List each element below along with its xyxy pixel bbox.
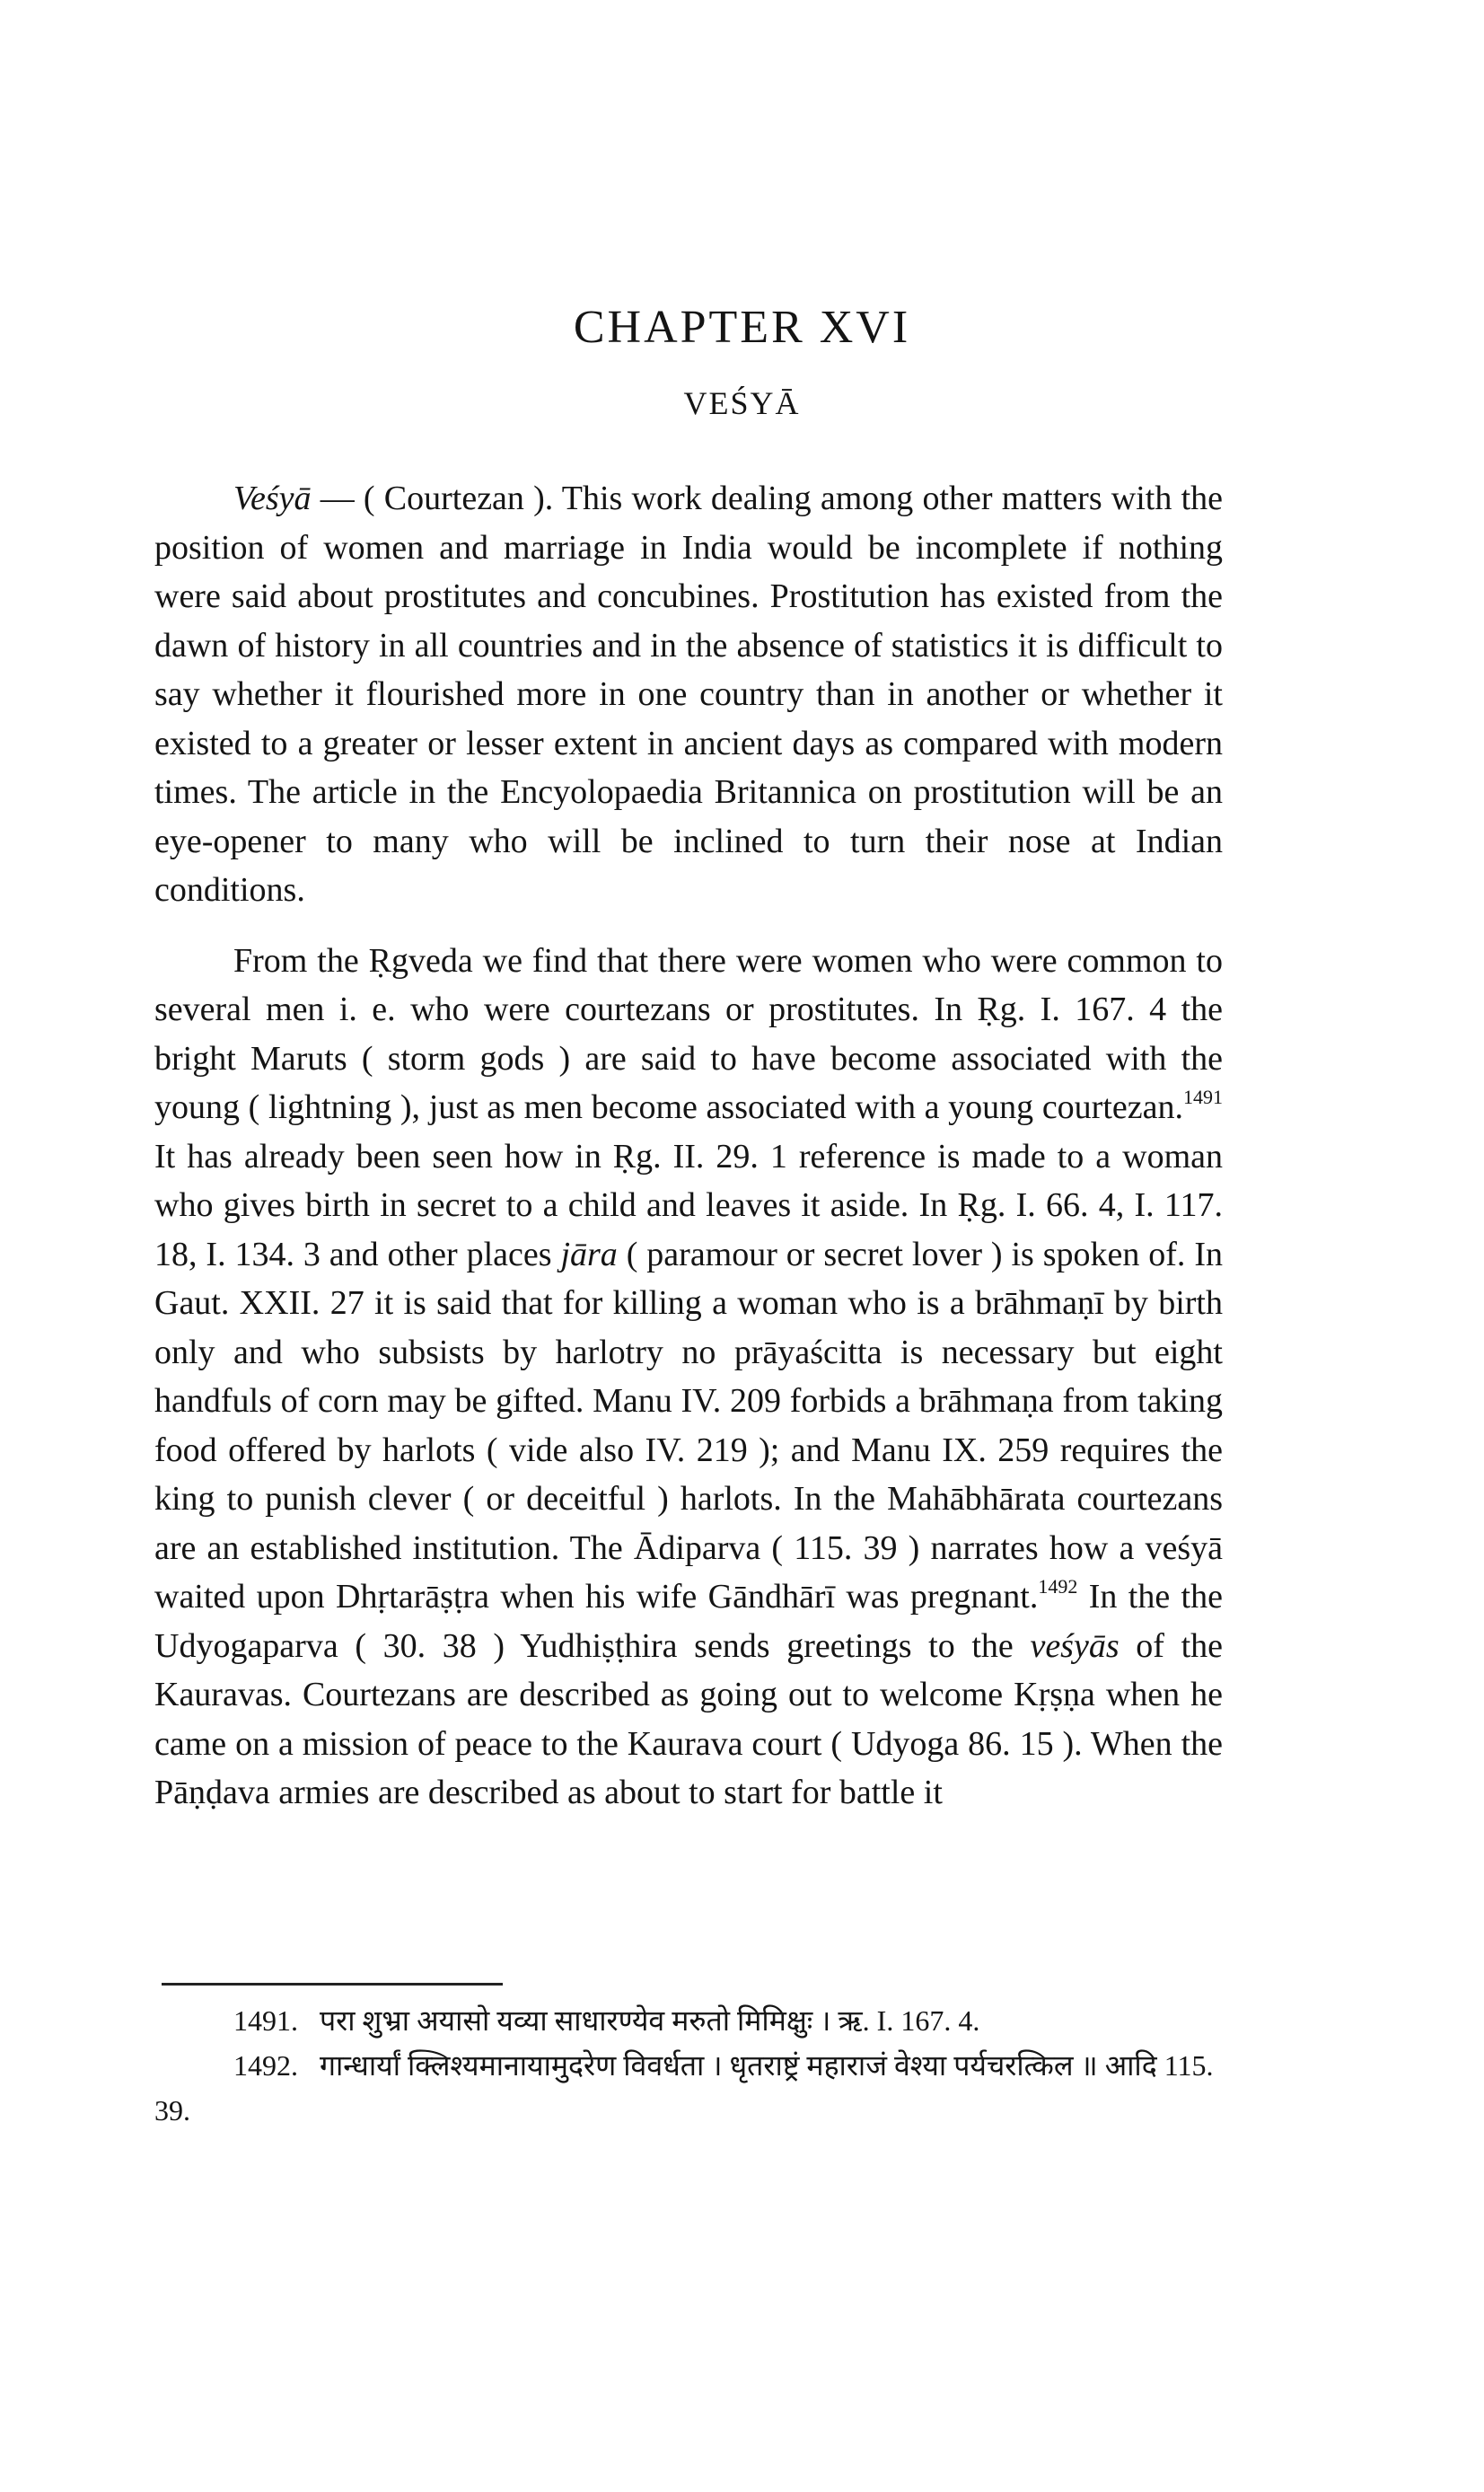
chapter-subtitle: VEŚYĀ — [683, 385, 801, 421]
footnote-ref-1492: 1492 — [1038, 1575, 1078, 1598]
footnote-text: परा शुभ्रा अयासो यव्या साधारण्येव मरुतो मिमिक्षुः । ऋ. I. 167. 4. — [320, 2004, 980, 2037]
paragraph-2-part-2: It has already been seen how in Ṛg. II. 29. 1 reference is made to a woman who gives birth in secret to a child and leaves it aside. In Ṛg. I. 66. 4, I. 117. 18, I. 134. 3 and other places — [154, 1137, 1223, 1273]
paragraph-2 — [154, 937, 1223, 1818]
term-jara: jāra — [560, 1235, 618, 1273]
footnote-divider — [162, 1983, 503, 1986]
chapter-body — [154, 474, 1223, 1818]
footnote-ref-1491: 1491 — [1183, 1086, 1223, 1108]
footnotes — [154, 1998, 1223, 2133]
chapter-title: CHAPTER XVI — [573, 302, 911, 353]
footnote-1492 — [154, 2043, 1223, 2133]
paragraph-2-part-4: In the the Udyogaparva ( 30. 38 ) Yudhiṣṭhira sends greetings to the — [154, 1578, 1223, 1665]
footnote-text: गान्धार्यां क्लिश्यमानायामुदरेण विवर्धता । धृतराष्ट्रं महाराजं वेश्या पर्यचरत्किल ॥ आदि 115. 39. — [154, 2049, 1214, 2127]
footnote-number: 1491. — [233, 2004, 298, 2037]
paragraph-1-text: — ( Courtezan ). This work dealing among other matters with the position of women and marriage in India would be incomplete if nothing were said about prostitutes and concubines. Prostitution has existed from the dawn of history in all countries and in the absence of statistics it is difficult to say whether it flourished more in one country than in another or whether it existed to a greater or lesser extent in ancient days as compared with modern times. The article in the Encyolopaedia Britannica on prostitution will be an eye-opener to many who will be inclined to turn their nose at Indian conditions. — [154, 480, 1223, 909]
term-vesyas: veśyās — [1030, 1626, 1120, 1665]
term-vesya: Veśyā — [233, 480, 312, 517]
paragraph-1 — [154, 474, 1223, 915]
footnote-1491 — [154, 1998, 1223, 2043]
paragraph-2-part-3: ( paramour or secret lover ) is spoken of. In Gaut. XXII. 27 it is said that for killing a woman who is a brāhmaṇī by birth only and who subsists by harlotry no prāyaścitta is necessary but eight handfuls of corn may be gifted. Manu IV. 209 forbids a brāhmaṇa from taking food offered by harlots ( vide also IV. 219 ); and Manu IX. 259 requires the king to punish clever ( or deceitful ) harlots. In the Mahābhārata courtezans are an established institution. The Ādiparva ( 115. 39 ) narrates how a veśyā waited upon Dhṛtarāṣṭra when his wife Gāndhārī was pregnant. — [154, 1235, 1224, 1616]
paragraph-2-part-1: From the Ṛgveda we find that there were women who were common to several men i. e. who were courtezans or prostitutes. In Ṛg. I. 167. 4 the bright Maruts ( storm gods ) are said to have become associated with the young ( lightning ), just as men become associated with a young courtezan. — [154, 941, 1223, 1126]
footnote-number: 1492. — [233, 2049, 298, 2082]
paragraph-2-part-5: of the Kauravas. Courtezans are described as going out to welcome Kṛṣṇa when he came on a mission of peace to the Kaurava court ( Udyoga 86. 15 ). When the Pāṇḍava armies are described as about to start for battle it — [154, 1626, 1224, 1811]
